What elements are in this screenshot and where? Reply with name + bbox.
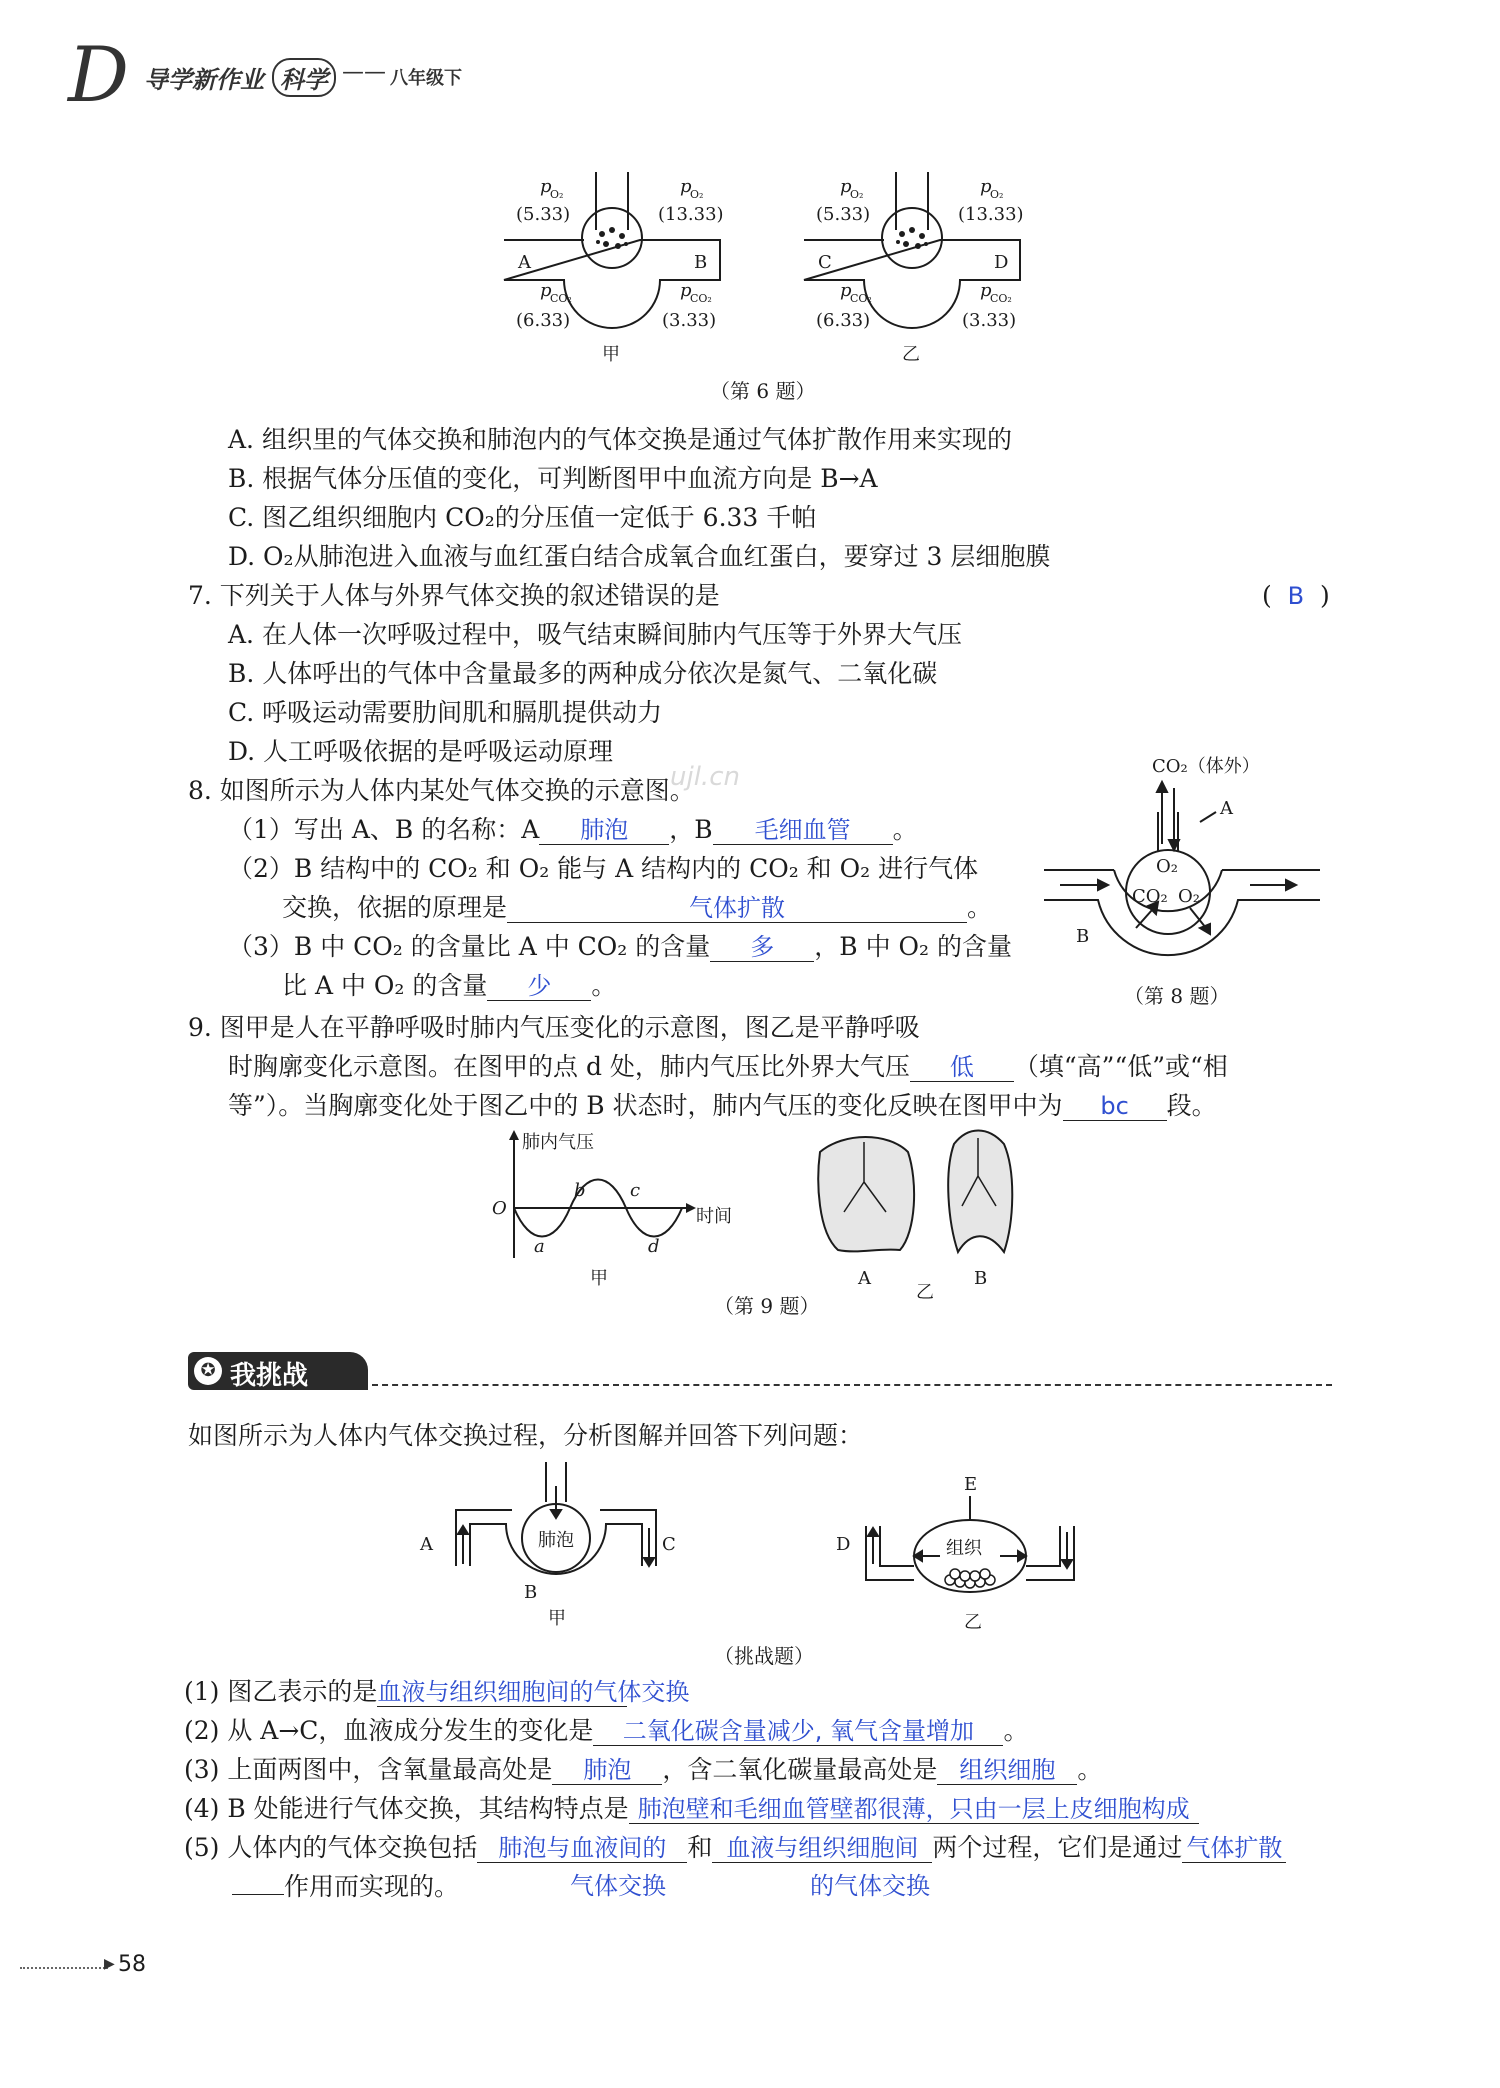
challenge-a5b-line1: 血液与组织细胞间 (726, 1834, 919, 1862)
page-number: 58 (118, 1952, 146, 1977)
q9-lungs-figure (808, 1122, 1028, 1302)
challenge-q5: (5) 人体内的气体交换包括 肺泡与血液间的 和 血液与组织细胞间 两个过程，它们是通过 气体扩散 (184, 1830, 1286, 1866)
svg-text:p: p (680, 280, 692, 301)
svg-text:p: p (540, 280, 552, 301)
q8-answer-o2: 少 (527, 972, 552, 1000)
q9-line3: 等”）。当胸廓变化处于图乙中的 B 状态时，肺内气压的变化反映在图甲中为 bc 段。 (228, 1091, 1217, 1120)
challenge-a4: 肺泡壁和毛细血管壁都很薄，只由一层上皮细胞构成 (637, 1795, 1190, 1823)
q6-figure (480, 160, 1040, 380)
q8-label-a: A (1220, 798, 1233, 819)
logo-letter: D (68, 30, 129, 119)
q6-option-c: C. 图乙组织细胞内 CO₂的分压值一定低于 6.33 千帕 (228, 503, 817, 532)
q6-r-po2-left: (5.33) (816, 204, 871, 225)
q6-option-a: A. 组织里的气体交换和肺泡内的气体交换是通过气体扩散作用来实现的 (228, 425, 1012, 454)
q9-lung-a (818, 1137, 914, 1251)
challenge-caption: （挑战题） (714, 1644, 814, 1668)
q9-ylabel: 肺内气压 (522, 1132, 594, 1153)
q8-o2-in: O₂ (1178, 886, 1200, 907)
challenge-q3: (3) 上面两图中，含氧量最高处是 肺泡 ，含二氧化碳量最高处是 组织细胞 。 (184, 1755, 1103, 1784)
svg-text:O₂: O₂ (690, 188, 704, 201)
challenge-icon: ✪ (194, 1357, 222, 1385)
q9-point-a: a (534, 1236, 545, 1257)
q8-caption: （第 8 题） (1124, 984, 1230, 1008)
q6-right-bulb (882, 208, 942, 268)
q6-label-c: C (818, 252, 832, 273)
q6-left-tube (596, 172, 628, 230)
q9-xlabel: 时间 (696, 1206, 732, 1227)
q7-answer-bracket: ( B ) (1262, 581, 1330, 610)
q9-caption: （第 9 题） (714, 1294, 820, 1318)
q7-option-a: A. 在人体一次呼吸过程中，吸气结束瞬间肺内气压等于外界大气压 (228, 620, 962, 649)
q9-pressure-graph (490, 1128, 760, 1293)
challenge-a3b: 组织细胞 (959, 1756, 1056, 1784)
challenge-banner (188, 1352, 368, 1390)
q8-label-b: B (1076, 926, 1090, 947)
svg-text:CO₂: CO₂ (550, 292, 572, 305)
q6-r-po2-right: (13.33) (958, 204, 1024, 225)
header-dash: —— (342, 60, 386, 85)
challenge-label-b: B (524, 1582, 538, 1603)
challenge-fig1-name: 甲 (548, 1608, 566, 1629)
q6-left-bulb (582, 208, 642, 268)
challenge-a5a-line1: 肺泡与血液间的 (498, 1834, 667, 1862)
q8-watermark: ujl.cn (670, 762, 740, 792)
challenge-tissue-label: 组织 (946, 1538, 982, 1559)
q6-l-pco2-right: (3.33) (662, 310, 717, 331)
q8-answer-principle: 气体扩散 (689, 894, 786, 922)
q9-origin: O (492, 1198, 507, 1219)
q8-answer-b: 毛细血管 (754, 816, 851, 844)
q8-part3-line1: （3）B 中 CO₂ 的含量比 A 中 CO₂ 的含量 多 ，B 中 O₂ 的含量 (228, 932, 1012, 961)
challenge-a5b-line2: 的气体交换 (810, 1872, 930, 1900)
q6-r-pco2-left: (6.33) (816, 310, 871, 331)
q8-answer-a: 肺泡 (580, 816, 629, 844)
q7-stem: 7. 下列关于人体与外界气体交换的叙述错误的是 (188, 581, 720, 610)
challenge-a1: 血液与组织细胞间的气体交换 (377, 1678, 690, 1706)
challenge-title: 我挑战 (230, 1361, 309, 1391)
header (60, 30, 580, 120)
challenge-dashed-rule (372, 1384, 1332, 1386)
challenge-a5a-line2: 气体交换 (570, 1872, 666, 1900)
q6-option-d: D. O₂从肺泡进入血液与血红蛋白结合成氧合血红蛋白，要穿过 3 层细胞膜 (228, 542, 1051, 571)
q6-label-b: B (694, 252, 708, 273)
q6-left-name: 甲 (602, 344, 620, 365)
q8-co2: CO₂ (1132, 886, 1168, 907)
footer-dotted-arrow (20, 1967, 108, 1969)
challenge-label-a: A (420, 1534, 433, 1555)
challenge-a2: 二氧化碳含量减少, 氧气含量增加 (622, 1717, 975, 1745)
q6-label-d: D (994, 252, 1009, 273)
q9-lungs-name: 乙 (916, 1282, 934, 1302)
challenge-q4: (4) B 处能进行气体交换，其结构特点是 肺泡壁和毛细血管壁都很薄，只由一层上皮细胞构成 (184, 1791, 1199, 1827)
q9-line1: 9. 图甲是人在平静呼吸时肺内气压变化的示意图，图乙是平静呼吸 (188, 1013, 920, 1042)
q6-l-po2-left: (5.33) (516, 204, 571, 225)
svg-text:p: p (840, 176, 852, 197)
q8-figure (1040, 752, 1330, 1002)
challenge-fig2-name: 乙 (964, 1612, 982, 1633)
q9-graph-name: 甲 (590, 1268, 608, 1289)
q7-option-b: B. 人体呼出的气体中含量最多的两种成分依次是氮气、二氧化碳 (228, 659, 938, 688)
svg-text:p: p (540, 176, 552, 197)
q8-part1: （1）写出 A、B 的名称：A 肺泡 ，B 毛细血管 。 (228, 815, 918, 844)
q8-part2-line1: （2）B 结构中的 CO₂ 和 O₂ 能与 A 结构内的 CO₂ 和 O₂ 进行气体 (228, 854, 979, 883)
challenge-figure (410, 1456, 1090, 1636)
svg-text:p: p (980, 280, 992, 301)
challenge-intro: 如图所示为人体内气体交换过程，分析图解并回答下列问题： (188, 1421, 864, 1450)
svg-text:O₂: O₂ (990, 188, 1004, 201)
challenge-label-d: D (836, 1534, 851, 1555)
q7-option-c: C. 呼吸运动需要肋间肌和膈肌提供动力 (228, 698, 663, 727)
series-title: 导学新作业 (144, 66, 264, 94)
challenge-q5-end: 作用而实现的。 (232, 1869, 459, 1905)
svg-text:CO₂: CO₂ (990, 292, 1012, 305)
challenge-alveolus-label: 肺泡 (538, 1530, 574, 1551)
q8-part3-line2: 比 A 中 O₂ 的含量 少 。 (282, 971, 617, 1000)
svg-text:p: p (840, 280, 852, 301)
svg-text:O₂: O₂ (850, 188, 864, 201)
q9-lung-b (948, 1131, 1012, 1253)
svg-text:p: p (680, 176, 692, 197)
challenge-q1: (1) 图乙表示的是血液与组织细胞间的气体交换 (184, 1677, 690, 1706)
grade-label: 八年级下 (390, 68, 462, 89)
q6-l-po2-right: (13.33) (658, 204, 724, 225)
q6-caption: （第 6 题） (710, 379, 816, 403)
challenge-a5c: 气体扩散 (1186, 1834, 1283, 1862)
subject-badge: 科学 (272, 58, 336, 97)
q8-part2-line2: 交换，依据的原理是 气体扩散 。 (282, 893, 993, 922)
footer-arrow-icon: ▶ (104, 1956, 115, 1972)
q7-answer: B (1287, 582, 1305, 610)
q6-l-pco2-left: (6.33) (516, 310, 571, 331)
q7-option-d: D. 人工呼吸依据的是呼吸运动原理 (228, 737, 614, 766)
q8-answer-co2: 多 (750, 933, 775, 961)
q8-stem: 8. 如图所示为人体内某处气体交换的示意图。 (188, 776, 695, 805)
challenge-label-e: E (964, 1474, 978, 1495)
q8-o2-top: O₂ (1156, 856, 1178, 877)
svg-text:CO₂: CO₂ (850, 292, 872, 305)
q9-answer-segment: bc (1100, 1092, 1129, 1120)
q9-lung-label-b: B (974, 1268, 988, 1289)
challenge-q2: (2) 从 A→C，血液成分发生的变化是 二氧化碳含量减少, 氧气含量增加 。 (184, 1716, 1029, 1745)
q8-top-label: CO₂（体外） (1152, 756, 1260, 777)
svg-text:p: p (980, 176, 992, 197)
challenge-label-c: C (662, 1534, 676, 1555)
q6-option-b: B. 根据气体分压值的变化，可判断图甲中血流方向是 B→A (228, 464, 878, 493)
q6-label-a: A (518, 252, 531, 273)
svg-text:CO₂: CO₂ (690, 292, 712, 305)
q9-answer-pressure: 低 (949, 1053, 974, 1081)
q9-point-c: c (630, 1180, 641, 1201)
q9-line2: 时胸廓变化示意图。在图甲的点 d 处，肺内气压比外界大气压 低 （填“高”“低”或“相 (228, 1052, 1228, 1081)
q6-right-name: 乙 (902, 344, 920, 365)
svg-text:O₂: O₂ (550, 188, 564, 201)
q9-lung-label-a: A (858, 1268, 871, 1289)
q9-point-b: b (574, 1180, 586, 1201)
challenge-a3a: 肺泡 (583, 1756, 632, 1784)
q9-point-d: d (648, 1236, 660, 1257)
q6-right-tube (896, 172, 928, 230)
q6-r-pco2-right: (3.33) (962, 310, 1017, 331)
